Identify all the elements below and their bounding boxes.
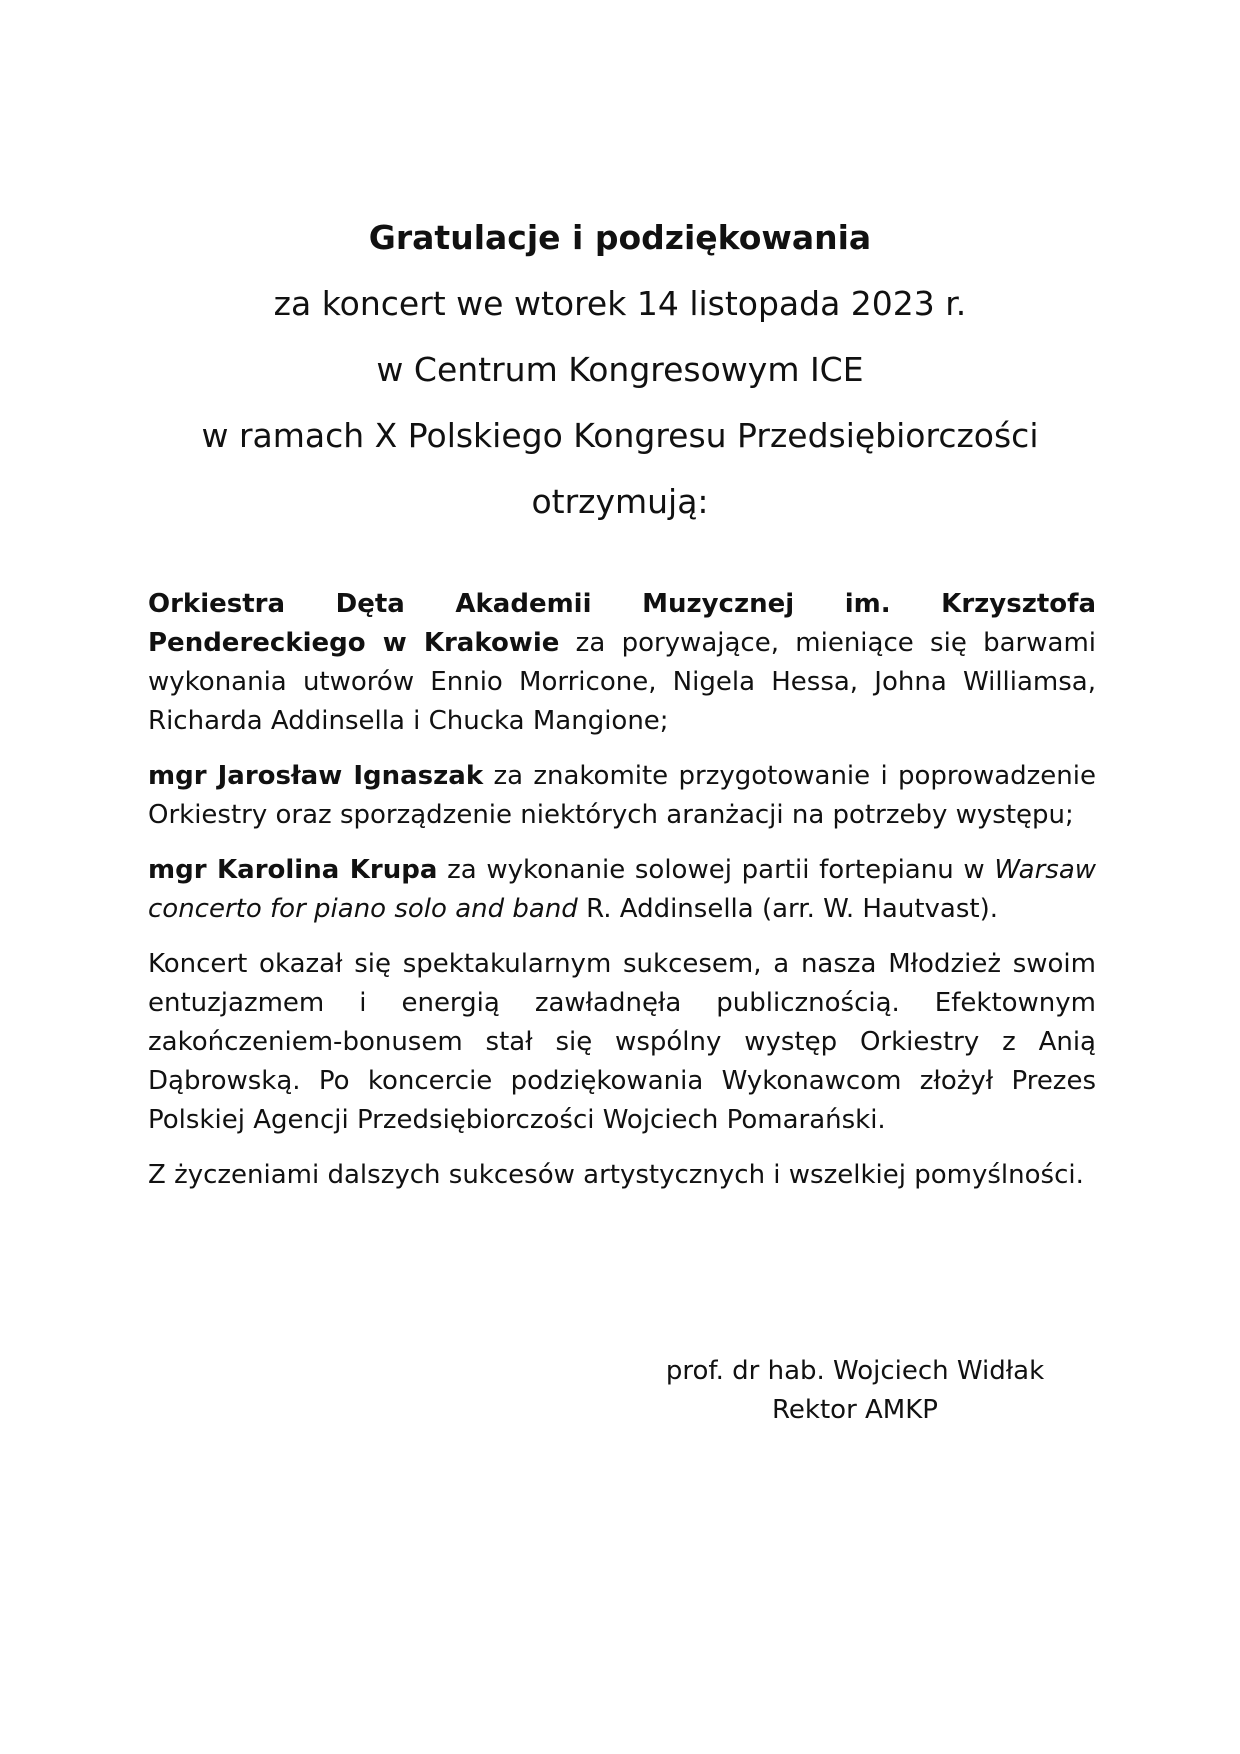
header-line-congress: w ramach X Polskiego Kongresu Przedsiębiorczości	[201, 416, 1039, 455]
document-header	[0, 205, 1240, 535]
piece-credit: R. Addinsella (arr. W. Hautvast).	[577, 894, 998, 924]
header-line-venue: w Centrum Kongresowym ICE	[376, 350, 864, 389]
paragraph-pianist	[148, 851, 1096, 929]
document-title: Gratulacje i podziękowania	[368, 218, 872, 257]
pianist-thanks-text: za wykonanie solowej partii fortepianu w	[437, 855, 995, 885]
conductor-thanks-text: za znakomite przygotowanie i poprowadzenie Orkiestry oraz sporządzenie niektórych aranżacji na potrzeby występu;	[148, 761, 1096, 830]
piece-title: Warsaw concerto for piano solo and band	[148, 855, 1097, 924]
document-body	[148, 585, 1096, 1211]
signature-name: prof. dr hab. Wojciech Widłak	[665, 1356, 1045, 1386]
paragraph-concert-summary: Koncert okazał się spektakularnym sukcesem, a nasza Młodzież swoim entuzjazmem i energią zawładnęła publicznością. Efektownym zakończeniem-bonusem stał się wspólny występ Orkiestry z Anią Dąbrowską. Po koncercie podziękowania Wykonawcom złożył Prezes Polskiej Agencji Przedsiębiorczości Wojciech Pomarański.	[148, 949, 1096, 1135]
pianist-name: mgr Karolina Krupa	[148, 855, 438, 885]
conductor-name: mgr Jarosław Ignaszak	[148, 761, 484, 791]
paragraph-conductor	[148, 757, 1096, 835]
signature-block	[640, 1352, 1070, 1430]
header-line-concert-date: za koncert we wtorek 14 listopada 2023 r.	[273, 284, 967, 323]
signature-role: Rektor AMKP	[772, 1395, 938, 1425]
orchestra-thanks-text: za porywające, mieniące się barwami wykonania utworów Ennio Morricone, Nigela Hessa, Johna Williamsa, Richarda Addinsella i Chucka Mangione;	[148, 628, 1096, 736]
header-line-recipients-intro: otrzymują:	[531, 482, 709, 521]
orchestra-name: Orkiestra Dęta Akademii Muzycznej im. Krzysztofa Pendereckiego w Krakowie	[148, 589, 1096, 658]
paragraph-orchestra	[148, 585, 1096, 741]
paragraph-wishes: Z życzeniami dalszych sukcesów artystycznych i wszelkiej pomyślności.	[148, 1160, 1084, 1190]
